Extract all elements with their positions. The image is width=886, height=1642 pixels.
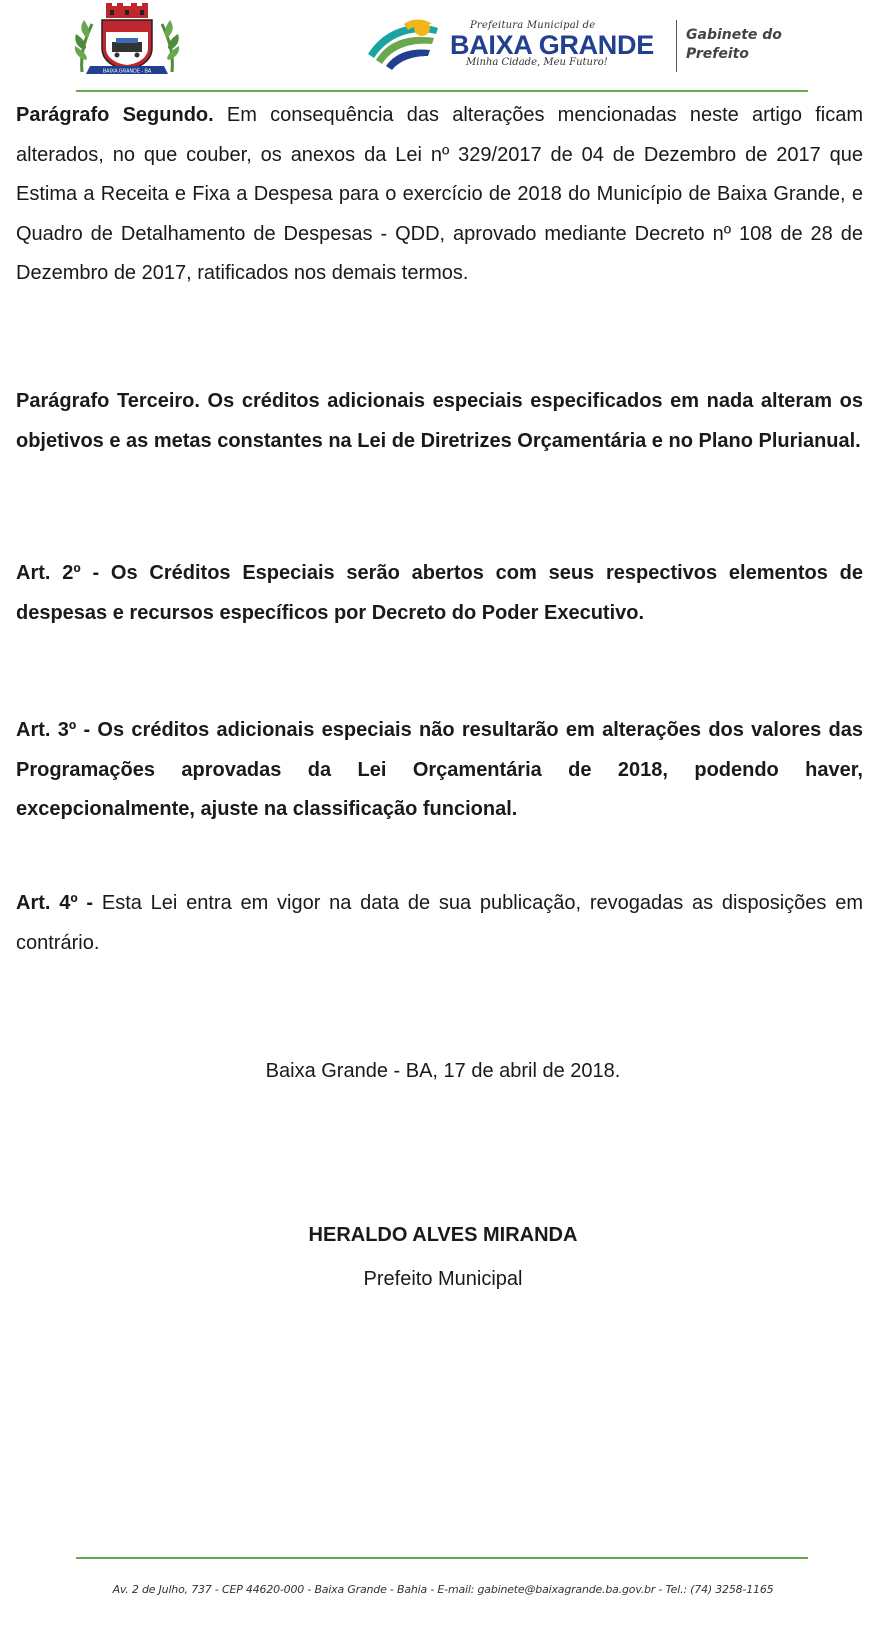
header-green-rule (76, 90, 808, 92)
article-4-label: Art. 4º - (16, 892, 94, 914)
date-line: Baixa Grande - BA, 17 de abril de 2018. (265, 1060, 621, 1082)
signatory-role: Prefeito Municipal (363, 1268, 523, 1290)
paragraph-segundo (16, 96, 863, 294)
footer-green-rule (76, 1557, 808, 1559)
page-header (0, 0, 886, 96)
header-vertical-divider (676, 20, 677, 72)
article-3: Art. 3º - Os créditos adicionais especiais não resultarão em alterações dos valores das Programações aprovadas da Lei Orçamentária de 2018, podendo haver, excepcionalmente, ajuste na classificação funcional. (16, 719, 863, 820)
paragraph-segundo-text: Em consequência das alterações mencionadas neste artigo ficam alterados, no que couber, os anexos da Lei nº 329/2017 de 04 de Dezembro de 2017 que Estima a Receita e Fixa a Despesa para o exercício de 2018 do Município de Baixa Grande, e Quadro de Detalhamento de Despesas - QDD, aprovado mediante Decreto nº 108 de 28 de Dezembro de 2017, ratificados nos demais termos. (16, 104, 864, 284)
article-4-text: Esta Lei entra em vigor na data de sua publicação, revogadas as disposições em contrário. (16, 892, 863, 954)
article-4 (16, 884, 863, 963)
brand-slogan: Minha Cidade, Meu Futuro! (466, 57, 608, 68)
brand-city-name: BAIXA GRANDE (450, 30, 654, 60)
office-label-line1: Gabinete do (686, 27, 782, 43)
municipal-crest-logo (72, 2, 182, 80)
office-label (686, 26, 782, 64)
brand-prefeitura-line: Prefeitura Municipal de (470, 20, 596, 31)
article-2: Art. 2º - Os Créditos Especiais serão abertos com seus respectivos elementos de despesas e recursos específicos por Decreto do Poder Executivo. (16, 562, 863, 624)
office-label-line2: Prefeito (686, 46, 749, 62)
paragraph-terceiro: Parágrafo Terceiro. Os créditos adicionais especiais especificados em nada alteram os objetivos e as metas constantes na Lei de Diretrizes Orçamentária e no Plano Plurianual. (16, 390, 863, 452)
signatory-name: HERALDO ALVES MIRANDA (308, 1224, 578, 1246)
paragraph-segundo-label: Parágrafo Segundo. (16, 104, 214, 126)
baixa-grande-sun-logo (364, 14, 442, 72)
footer-address: Av. 2 de Julho, 737 - CEP 44620-000 - Baixa Grande - Bahia - E-mail: gabinete@baixagrande.ba.gov.br - Tel.: (74) 3258-1165 (112, 1583, 774, 1596)
crest-ribbon-text: BAIXA GRANDE - BA (102, 68, 152, 75)
